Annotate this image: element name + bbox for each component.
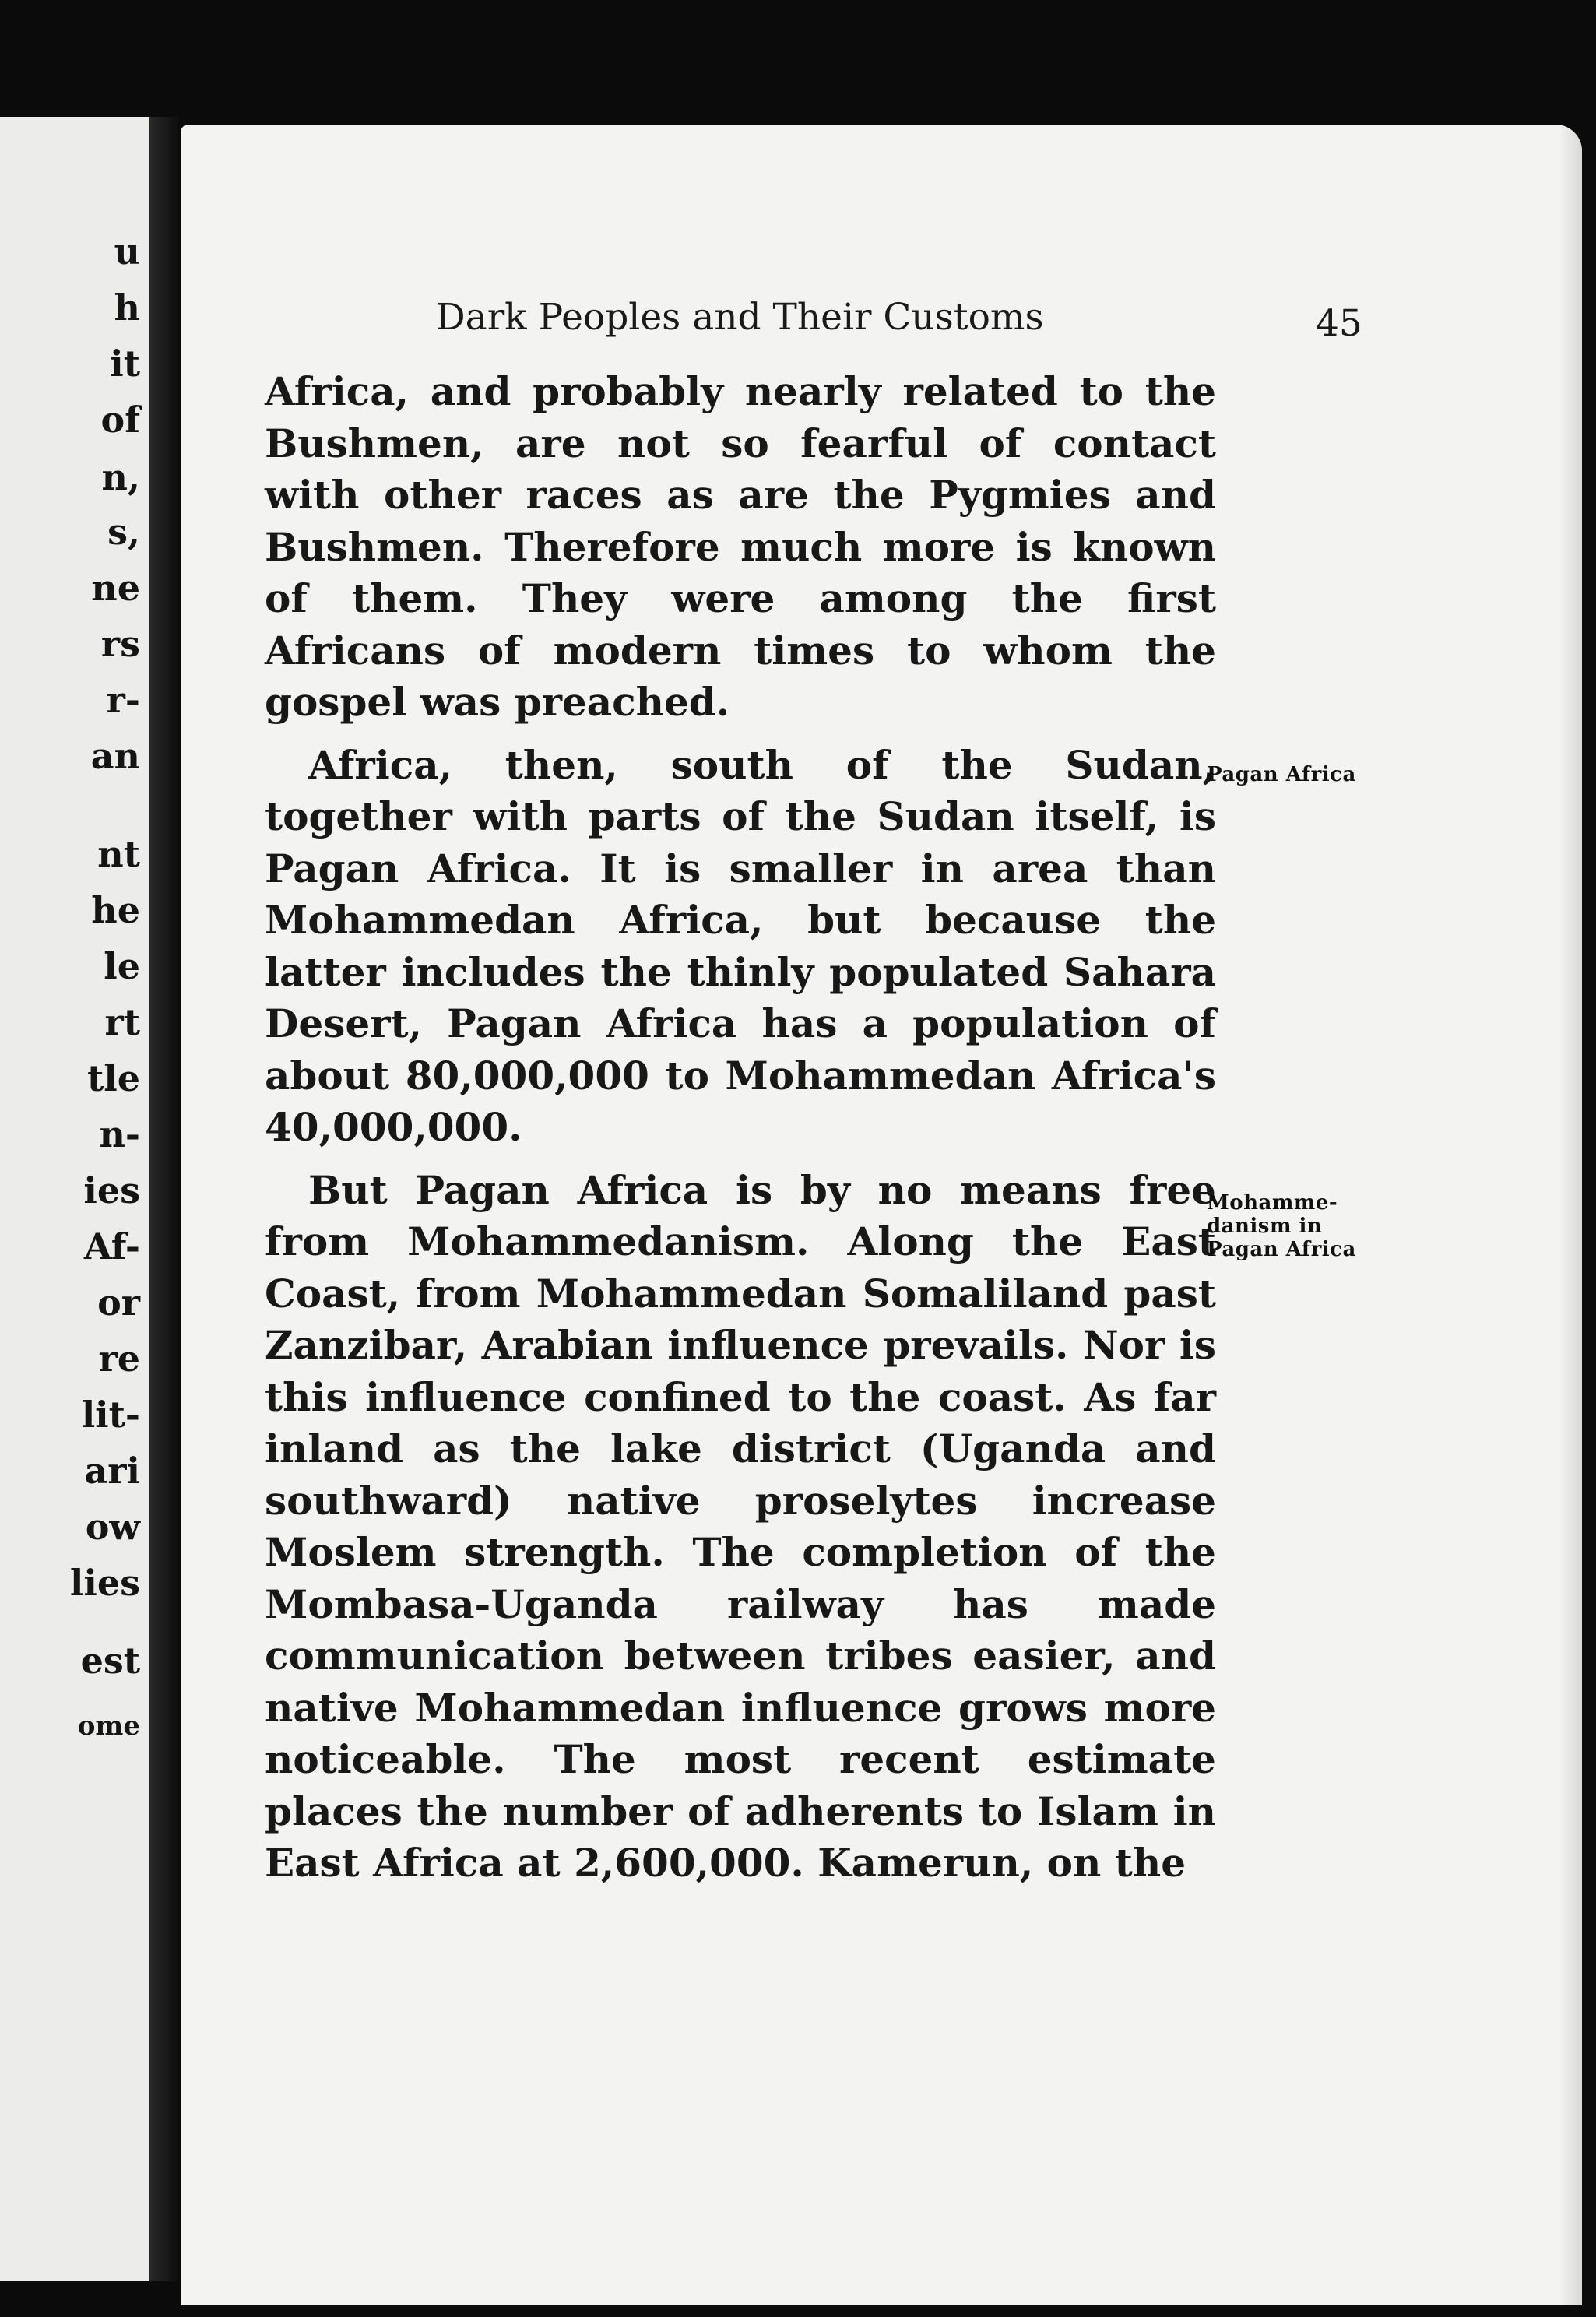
left-page-fragment-text: lit-: [81, 1394, 140, 1436]
sidenote-pagan-africa: [1207, 763, 1356, 786]
left-page-fragment-text: re: [98, 1338, 140, 1380]
left-page-fragment-text: tle: [87, 1057, 140, 1099]
left-page-fragment-text: n,: [101, 456, 140, 498]
left-page-fragment-text: ne: [91, 567, 140, 609]
sidenote-line: Pagan Africa: [1207, 1238, 1356, 1261]
sidenote-pagan-africa-text: Pagan Africa: [1207, 763, 1356, 786]
book-page: [181, 125, 1582, 2305]
left-page-fragment-text: le: [104, 945, 140, 987]
left-page-fragment-text: of: [100, 399, 140, 441]
left-page-fragment-text: ies: [83, 1169, 140, 1211]
left-page-fragment-text: u: [114, 230, 140, 272]
left-page-fragment-text: nt: [97, 833, 140, 875]
page-edge-shadow: [1559, 125, 1582, 2305]
paragraph-2: Africa, then, south of the Sudan, together with parts of the Sudan itself, is Pagan Africa. It is smaller in area than Mohammedan Africa, but because the latter includes the thinly populated Sahara Desert, Pagan Africa has a population of about 80,000,000 to Mohammedan Africa's 40,000,000.: [265, 741, 1216, 1150]
left-page-fragment-text: rt: [104, 1001, 140, 1043]
running-head: [436, 296, 1370, 345]
left-page-fragment-text: ari: [84, 1450, 140, 1492]
left-page-fragment-text: s,: [107, 511, 140, 553]
body-text: [265, 366, 1216, 1890]
paragraph-1: Africa, and probably nearly related to the Bushmen, are not so fearful of contact with other races as are the Pygmies and Bushmen. Therefore much more is known of them. They were among the first Africans of modern times to whom the gospel was preached.: [265, 368, 1216, 725]
book-binding-gutter: [149, 117, 181, 2281]
left-page-fragment-text: r-: [106, 679, 140, 721]
left-page-fragment-text: h: [114, 287, 140, 329]
left-page-fragment-text: he: [91, 889, 140, 931]
paragraph-3: But Pagan Africa is by no means free from Mohammedanism. Along the East Coast, from Mohammedan Somaliland past Zanzibar, Arabian influence prevails. Nor is this influence confined to the coast. As far inland as the lake district (Uganda and southward) native proselytes increase Moslem strength. The completion of the Mombasa-Uganda railway has made communication between tribes easier, and native Mohammedan influence grows more noticeable. The most recent estimate places the number of adherents to Islam in East Africa at 2,600,000. Kamerun, on the: [265, 1166, 1216, 1886]
left-page-fragment-text: rs: [100, 623, 140, 665]
left-page-fragment-text: it: [110, 343, 140, 385]
left-page-fragment-text: n-: [99, 1113, 140, 1155]
left-page-fragment-text: ome: [77, 1711, 140, 1742]
left-page-fragment-text: ow: [85, 1506, 140, 1548]
left-page-fragment-text: an: [90, 735, 140, 777]
sidenote-line: danism in: [1207, 1215, 1323, 1238]
left-page-fragment-text: or: [97, 1282, 140, 1324]
left-page-fragment-text: est: [80, 1640, 140, 1682]
running-title: Dark Peoples and Their Customs: [436, 296, 1044, 339]
left-page-fragment: [0, 117, 149, 2281]
sidenote-mohammedanism-in-pagan-africa: [1207, 1191, 1356, 1261]
page-number: 45: [1316, 302, 1362, 345]
left-page-fragment-text: lies: [69, 1562, 140, 1604]
sidenote-line: Mohamme-: [1207, 1191, 1338, 1215]
left-page-fragment-text: Af-: [83, 1225, 140, 1267]
